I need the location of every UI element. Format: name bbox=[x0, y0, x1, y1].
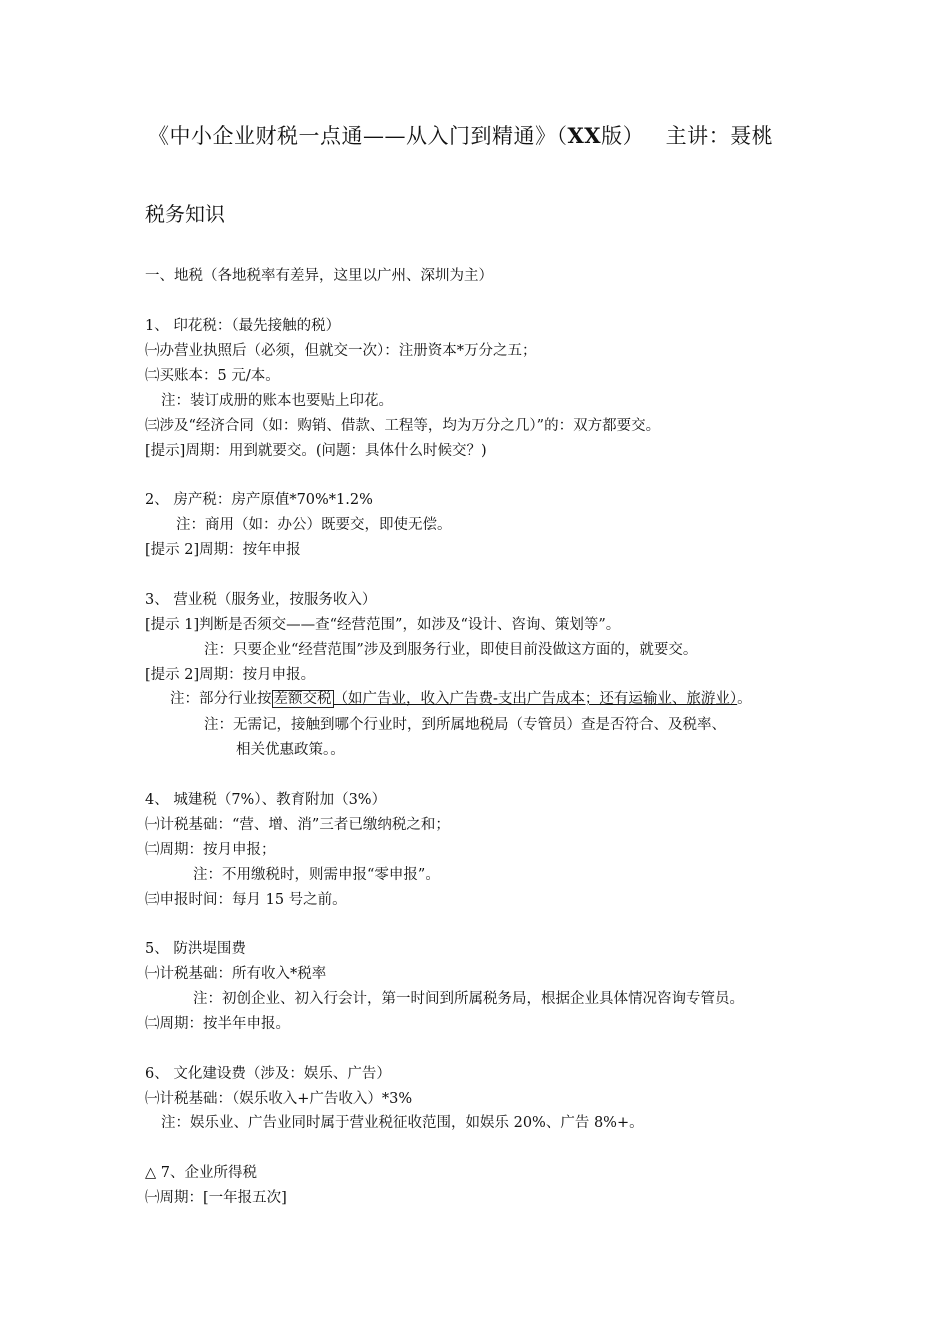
property-tax-note: 注：商用（如：办公）既要交，即使无偿。 bbox=[176, 517, 452, 533]
culture-fee-note: 注：娱乐业、广告业同时属于营业税征收范围，如娱乐 20%、广告 8%+。 bbox=[161, 1115, 644, 1131]
income-tax-title: △ 7、企业所得税 bbox=[145, 1165, 257, 1181]
property-tax-tip: [提示 2]周期：按年申报 bbox=[145, 542, 301, 558]
business-tax-note-2-end: 。 bbox=[737, 691, 752, 707]
flood-fee-title: 5、 防洪堤围费 bbox=[145, 941, 246, 957]
stamp-tax-tip: [提示]周期：用到就要交。(问题：具体什么时候交？) bbox=[145, 443, 487, 459]
flood-fee-note: 注：初创企业、初入行会计，第一时间到所属税务局，根据企业具体情况咨询专管员。 bbox=[193, 991, 744, 1007]
title-text: 《中小企业财税一点通——从入门到精通》（ bbox=[148, 124, 568, 148]
business-tax-note-2-prefix: 注：部分行业按 bbox=[170, 691, 272, 707]
business-tax-note-3-cont: 相关优惠政策。。 bbox=[236, 742, 345, 758]
culture-fee-title: 6、 文化建设费（涉及：娱乐、广告） bbox=[145, 1066, 391, 1082]
document-title bbox=[148, 120, 773, 150]
stamp-tax-title: 1、 印花税：（最先接触的税） bbox=[145, 318, 341, 334]
urban-tax-line-2: ㈡周期：按月申报； bbox=[145, 842, 276, 858]
business-tax-tip-1: [提示 1]判断是否须交——查“经营范围”，如涉及“设计、咨询、策划等”。 bbox=[145, 617, 621, 633]
business-tax-note-2-examples: （如广告业，收入广告费-支出广告成本；还有运输业、旅游业） bbox=[333, 691, 738, 707]
business-tax-note-1: 注：只要企业“经营范围”涉及到服务行业，即使目前没做这方面的，就要交。 bbox=[204, 642, 698, 658]
title-speaker: 主讲：聂桃 bbox=[665, 124, 774, 148]
culture-fee-line-1: ㈠计税基础：（娱乐收入+广告收入）*3% bbox=[145, 1091, 413, 1107]
urban-tax-line-1: ㈠计税基础：“营、增、消”三者已缴纳税之和； bbox=[145, 817, 450, 833]
stamp-tax-note: 注：装订成册的账本也要贴上印花。 bbox=[161, 393, 393, 409]
local-tax-heading: 一、地税（各地税率有差异，这里以广州、深圳为主） bbox=[145, 268, 493, 284]
stamp-tax-line-3: ㈢涉及“经济合同（如：购销、借款、工程等，均为万分之几）”的：双方都要交。 bbox=[145, 418, 661, 434]
stamp-tax-line-1: ㈠办营业执照后（必须，但就交一次）：注册资本*万分之五； bbox=[145, 343, 537, 359]
section-heading: 税务知识 bbox=[145, 202, 225, 226]
business-tax-title: 3、 营业税（服务业，按服务收入） bbox=[145, 592, 377, 608]
business-tax-tip-2: [提示 2]周期：按月申报。 bbox=[145, 667, 316, 683]
flood-fee-line-2: ㈡周期：按半年申报。 bbox=[145, 1016, 290, 1032]
differential-tax-term: 差额交税 bbox=[273, 691, 332, 707]
title-version-bold: XX bbox=[567, 123, 602, 148]
business-tax-note-2 bbox=[170, 689, 752, 709]
income-tax-line-1: ㈠周期：[一年报五次] bbox=[145, 1190, 287, 1206]
urban-tax-line-3: ㈢申报时间：每月 15 号之前。 bbox=[145, 892, 347, 908]
urban-tax-note: 注：不用缴税时，则需申报“零申报”。 bbox=[193, 867, 440, 883]
stamp-tax-line-2: ㈡买账本：5 元/本。 bbox=[145, 368, 280, 384]
title-version-suffix: 版） bbox=[601, 124, 645, 148]
property-tax-title: 2、 房产税：房产原值*70%*1.2% bbox=[145, 492, 373, 508]
urban-tax-title: 4、 城建税（7%）、教育附加（3%） bbox=[145, 792, 387, 808]
business-tax-note-3: 注：无需记，接触到哪个行业时，到所属地税局（专管员）查是否符合、及税率、 bbox=[204, 717, 726, 733]
flood-fee-line-1: ㈠计税基础：所有收入*税率 bbox=[145, 966, 327, 982]
